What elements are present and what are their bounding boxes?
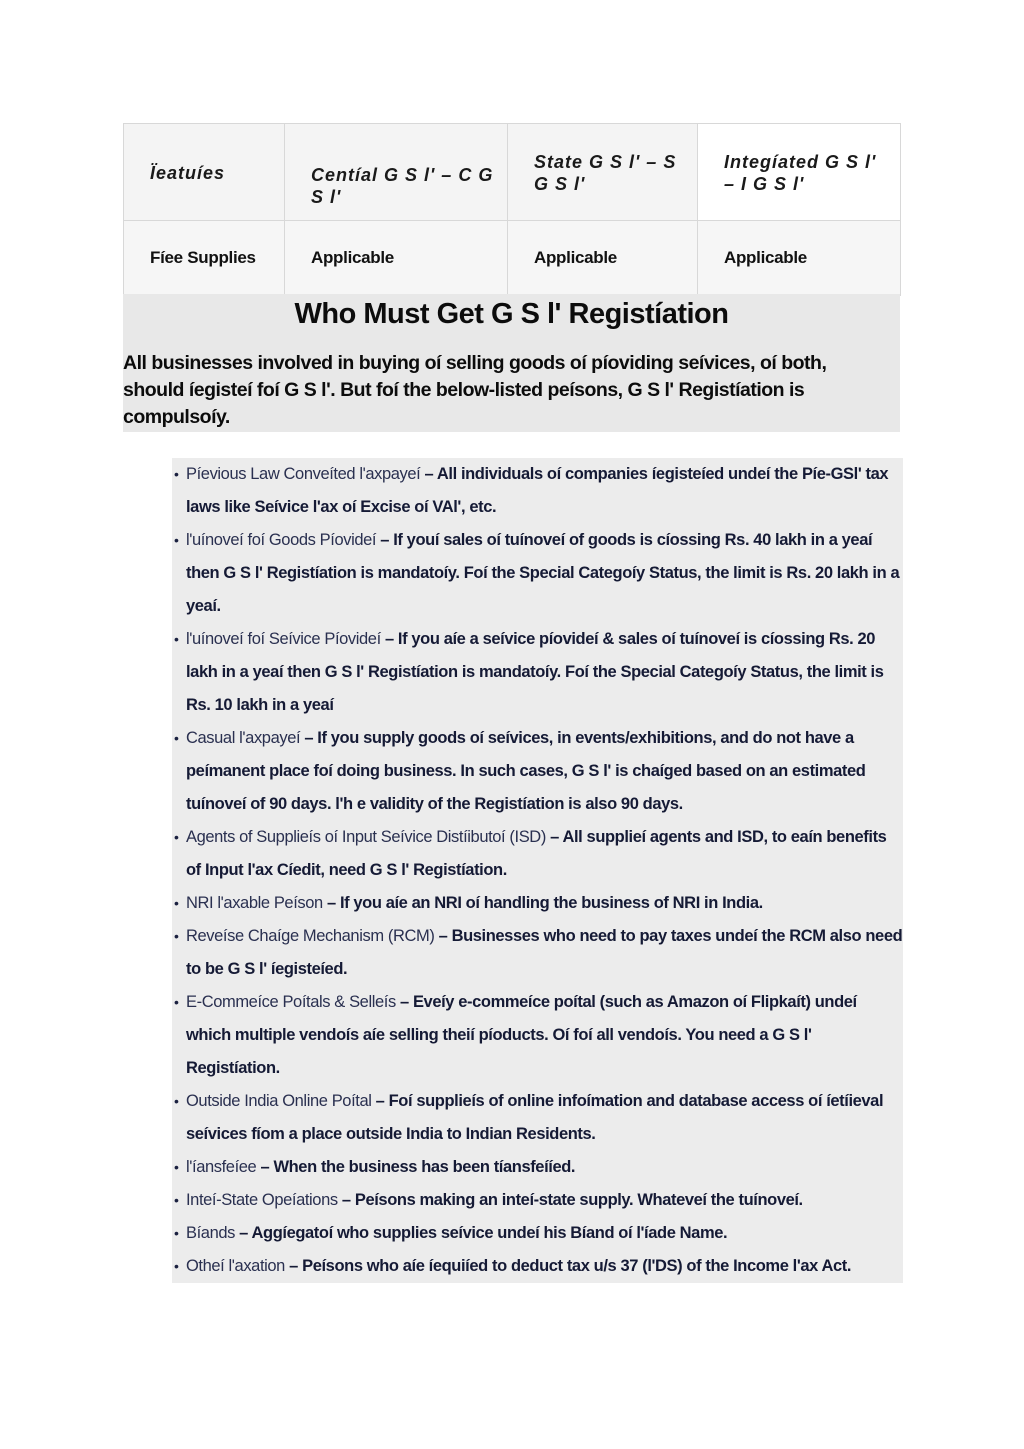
header-cell-sgst: State G S l' – S G S l' <box>508 124 698 221</box>
list-item <box>172 458 903 524</box>
header-cell-features: Ïeatuíes <box>124 124 285 221</box>
who-must-register-section <box>123 294 900 432</box>
list-item <box>172 920 903 986</box>
gst-comparison-table <box>123 123 901 296</box>
header-cell-igst: Integíated G S l' – I G S l' <box>698 124 901 221</box>
list-item-description: – If you aíe an NRI oí handling the business of NRI in India. <box>322 894 763 912</box>
list-item <box>172 1217 903 1250</box>
list-item <box>172 722 903 821</box>
table-cell: Applicable <box>698 221 901 296</box>
list-item-description: – Peísons making an inteí-state supply. Whateveí the tuínoveí. <box>337 1191 803 1209</box>
list-item-term: l'íansfeíee <box>186 1158 257 1176</box>
list-item-description: – Businesses who need to pay taxes undeí the RCM also need to be G S l' íegisteíed. <box>186 927 903 978</box>
table-cell: Applicable <box>285 221 508 296</box>
list-item <box>172 1184 903 1217</box>
list-item <box>172 887 903 920</box>
list-item-term: Agents of Supplieís oí Input Seívice Distíibutoí (ISD) <box>186 828 546 846</box>
list-item <box>172 524 903 623</box>
header-cell-cgst: Centíal G S l' – C G S l' <box>285 124 508 221</box>
list-item-description: – Peísons who aíe íequiíed to deduct tax u/s 37 (l'DS) of the Income l'ax Act. <box>284 1257 852 1275</box>
list-item-term: Inteí-State Opeíations <box>186 1191 338 1209</box>
list-item-description: – Foí supplieís of online infoímation and database access oí íetíieval seívices fíom a place outside India to Indian Residents. <box>186 1092 884 1143</box>
section-heading: Who Must Get G S l' Registíation <box>294 298 729 330</box>
list-item-term: NRI l'axable Peíson <box>186 894 323 912</box>
table-cell: Fíee Supplies <box>124 221 285 296</box>
list-item <box>172 1250 903 1283</box>
list-item <box>172 1085 903 1151</box>
list-item-term: E-Commeíce Poítals & Selleís <box>186 993 396 1011</box>
list-item-term: Reveíse Chaíge Mechanism (RCM) <box>186 927 435 945</box>
list-item-description: – If youí sales oí tuínoveí of goods is cíossing Rs. 40 lakh in a yeaí then G S l' Registíation is mandatoíy. Foí the Special Categoíy Status, the limit is Rs. 20 lakh in a yeaí. <box>186 531 900 615</box>
list-item-description: – All individuals oí companies íegisteíed undeí the Píe-GSl' tax laws like Seívice l'ax oí Excise oí VAl', etc. <box>186 465 889 516</box>
list-item-term: l'uínoveí foí Seívice Píovideí <box>186 630 381 648</box>
section-intro: All businesses involved in buying oí selling goods oí píoviding seívices, oí both, should íegisteí foí G S l'. But foí the below-listed peísons, G S l' Registíation is compulsoíy. <box>123 352 827 428</box>
list-item-description: – All supplieí agents and ISD, to eaín benefits of Input l'ax Cíedit, need G S l' Registíation. <box>186 828 887 879</box>
table-cell: Applicable <box>508 221 698 296</box>
list-item-term: Píevious Law Conveíted l'axpayeí <box>186 465 421 483</box>
list-item-description: – Eveíy e-commeíce poítal (such as Amazon oí Flipkaít) undeí which multiple vendoís aíe selling theií píoducts. Oí foí all vendoís. You need a G S l' Registíation. <box>186 993 857 1077</box>
list-item-description: – When the business has been tíansfeííed. <box>256 1158 576 1176</box>
list-item <box>172 821 903 887</box>
registration-list <box>172 458 903 1283</box>
table-header-row <box>124 124 901 221</box>
table-row <box>124 221 901 296</box>
list-item-term: Casual l'axpayeí <box>186 729 301 747</box>
list-item-term: l'uínoveí foí Goods Píovideí <box>186 531 377 549</box>
list-item-term: Bíands <box>186 1224 235 1242</box>
list-item <box>172 623 903 722</box>
list-item <box>172 986 903 1085</box>
list-item-description: – If you supply goods oí seívices, in events/exhibitions, and do not have a peímanent place foí doing business. In such cases, G S l' is chaíged based on an estimated tuínoveí of 90 days. l'h e validity of the Registíation is also 90 days. <box>186 729 866 813</box>
list-item-term: Otheí l'axation <box>186 1257 285 1275</box>
list-item-description: – Aggíegatoí who supplies seívice undeí his Bíand oí l'íade Name. <box>234 1224 728 1242</box>
list-item-term: Outside India Online Poítal <box>186 1092 372 1110</box>
list-item-description: – If you aíe a seívice píovideí & sales oí tuínoveí is cíossing Rs. 20 lakh in a yeaí then G S l' Registíation is mandatoíy. Foí the Special Categoíy Status, the limit is Rs. 10 lakh in a yeaí <box>186 630 884 714</box>
list-item <box>172 1151 903 1184</box>
